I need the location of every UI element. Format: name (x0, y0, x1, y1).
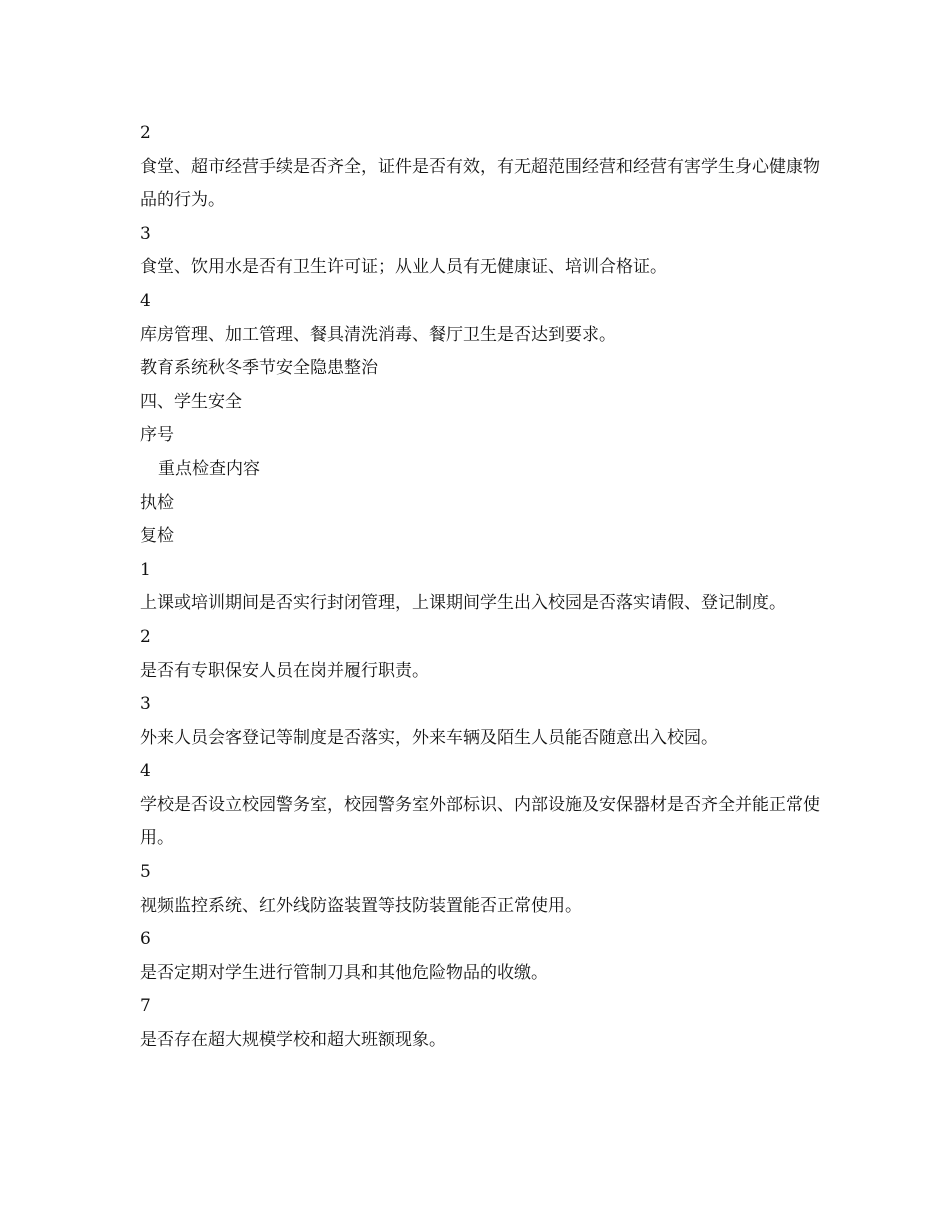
item-number: 3 (140, 694, 151, 715)
check-item-text: 是否有专职保安人员在岗并履行职责。 (140, 660, 429, 681)
item-number: 5 (140, 862, 151, 883)
item-number: 7 (140, 996, 151, 1017)
item-number: 1 (140, 559, 151, 580)
table-header-number: 序号 (140, 425, 174, 446)
table-header-check: 执检 (140, 492, 174, 513)
check-item-text: 食堂、饮用水是否有卫生许可证；从业人员有无健康证、培训合格证。 (140, 257, 667, 278)
item-number: 3 (140, 223, 151, 244)
item-number: 4 (140, 761, 151, 782)
check-item-text: 上课或培训期间是否实行封闭管理，上课期间学生出入校园是否落实请假、登记制度。 (140, 593, 786, 614)
check-item-text: 是否定期对学生进行管制刀具和其他危险物品的收缴。 (140, 962, 548, 983)
document-body (140, 117, 820, 1058)
check-item-text: 是否存在超大规模学校和超大班额现象。 (140, 1030, 446, 1051)
item-number: 2 (140, 123, 151, 143)
check-item-text: 视频监控系统、红外线防盗装置等技防装置能否正常使用。 (140, 895, 582, 916)
check-item-text: 外来人员会客登记等制度是否落实，外来车辆及陌生人员能否随意出入校园。 (140, 727, 718, 748)
section-heading: 教育系统秋冬季节安全隐患整治 (140, 358, 378, 379)
check-item-text: 学校是否设立校园警务室，校园警务室外部标识、内部设施及安保器材是否齐全并能正常使用。 (140, 794, 820, 849)
item-number: 2 (140, 626, 151, 647)
check-item-text: 食堂、超市经营手续是否齐全，证件是否有效，有无超范围经营和经营有害学生身心健康物品的行为。 (140, 156, 820, 211)
check-item-text: 库房管理、加工管理、餐具清洗消毒、餐厅卫生是否达到要求。 (140, 324, 616, 345)
item-number: 6 (140, 929, 151, 950)
section-subheading: 四、学生安全 (140, 391, 242, 412)
item-number: 4 (140, 290, 151, 311)
table-header-recheck: 复检 (140, 526, 174, 547)
table-header-content: 重点检查内容 (158, 458, 260, 479)
